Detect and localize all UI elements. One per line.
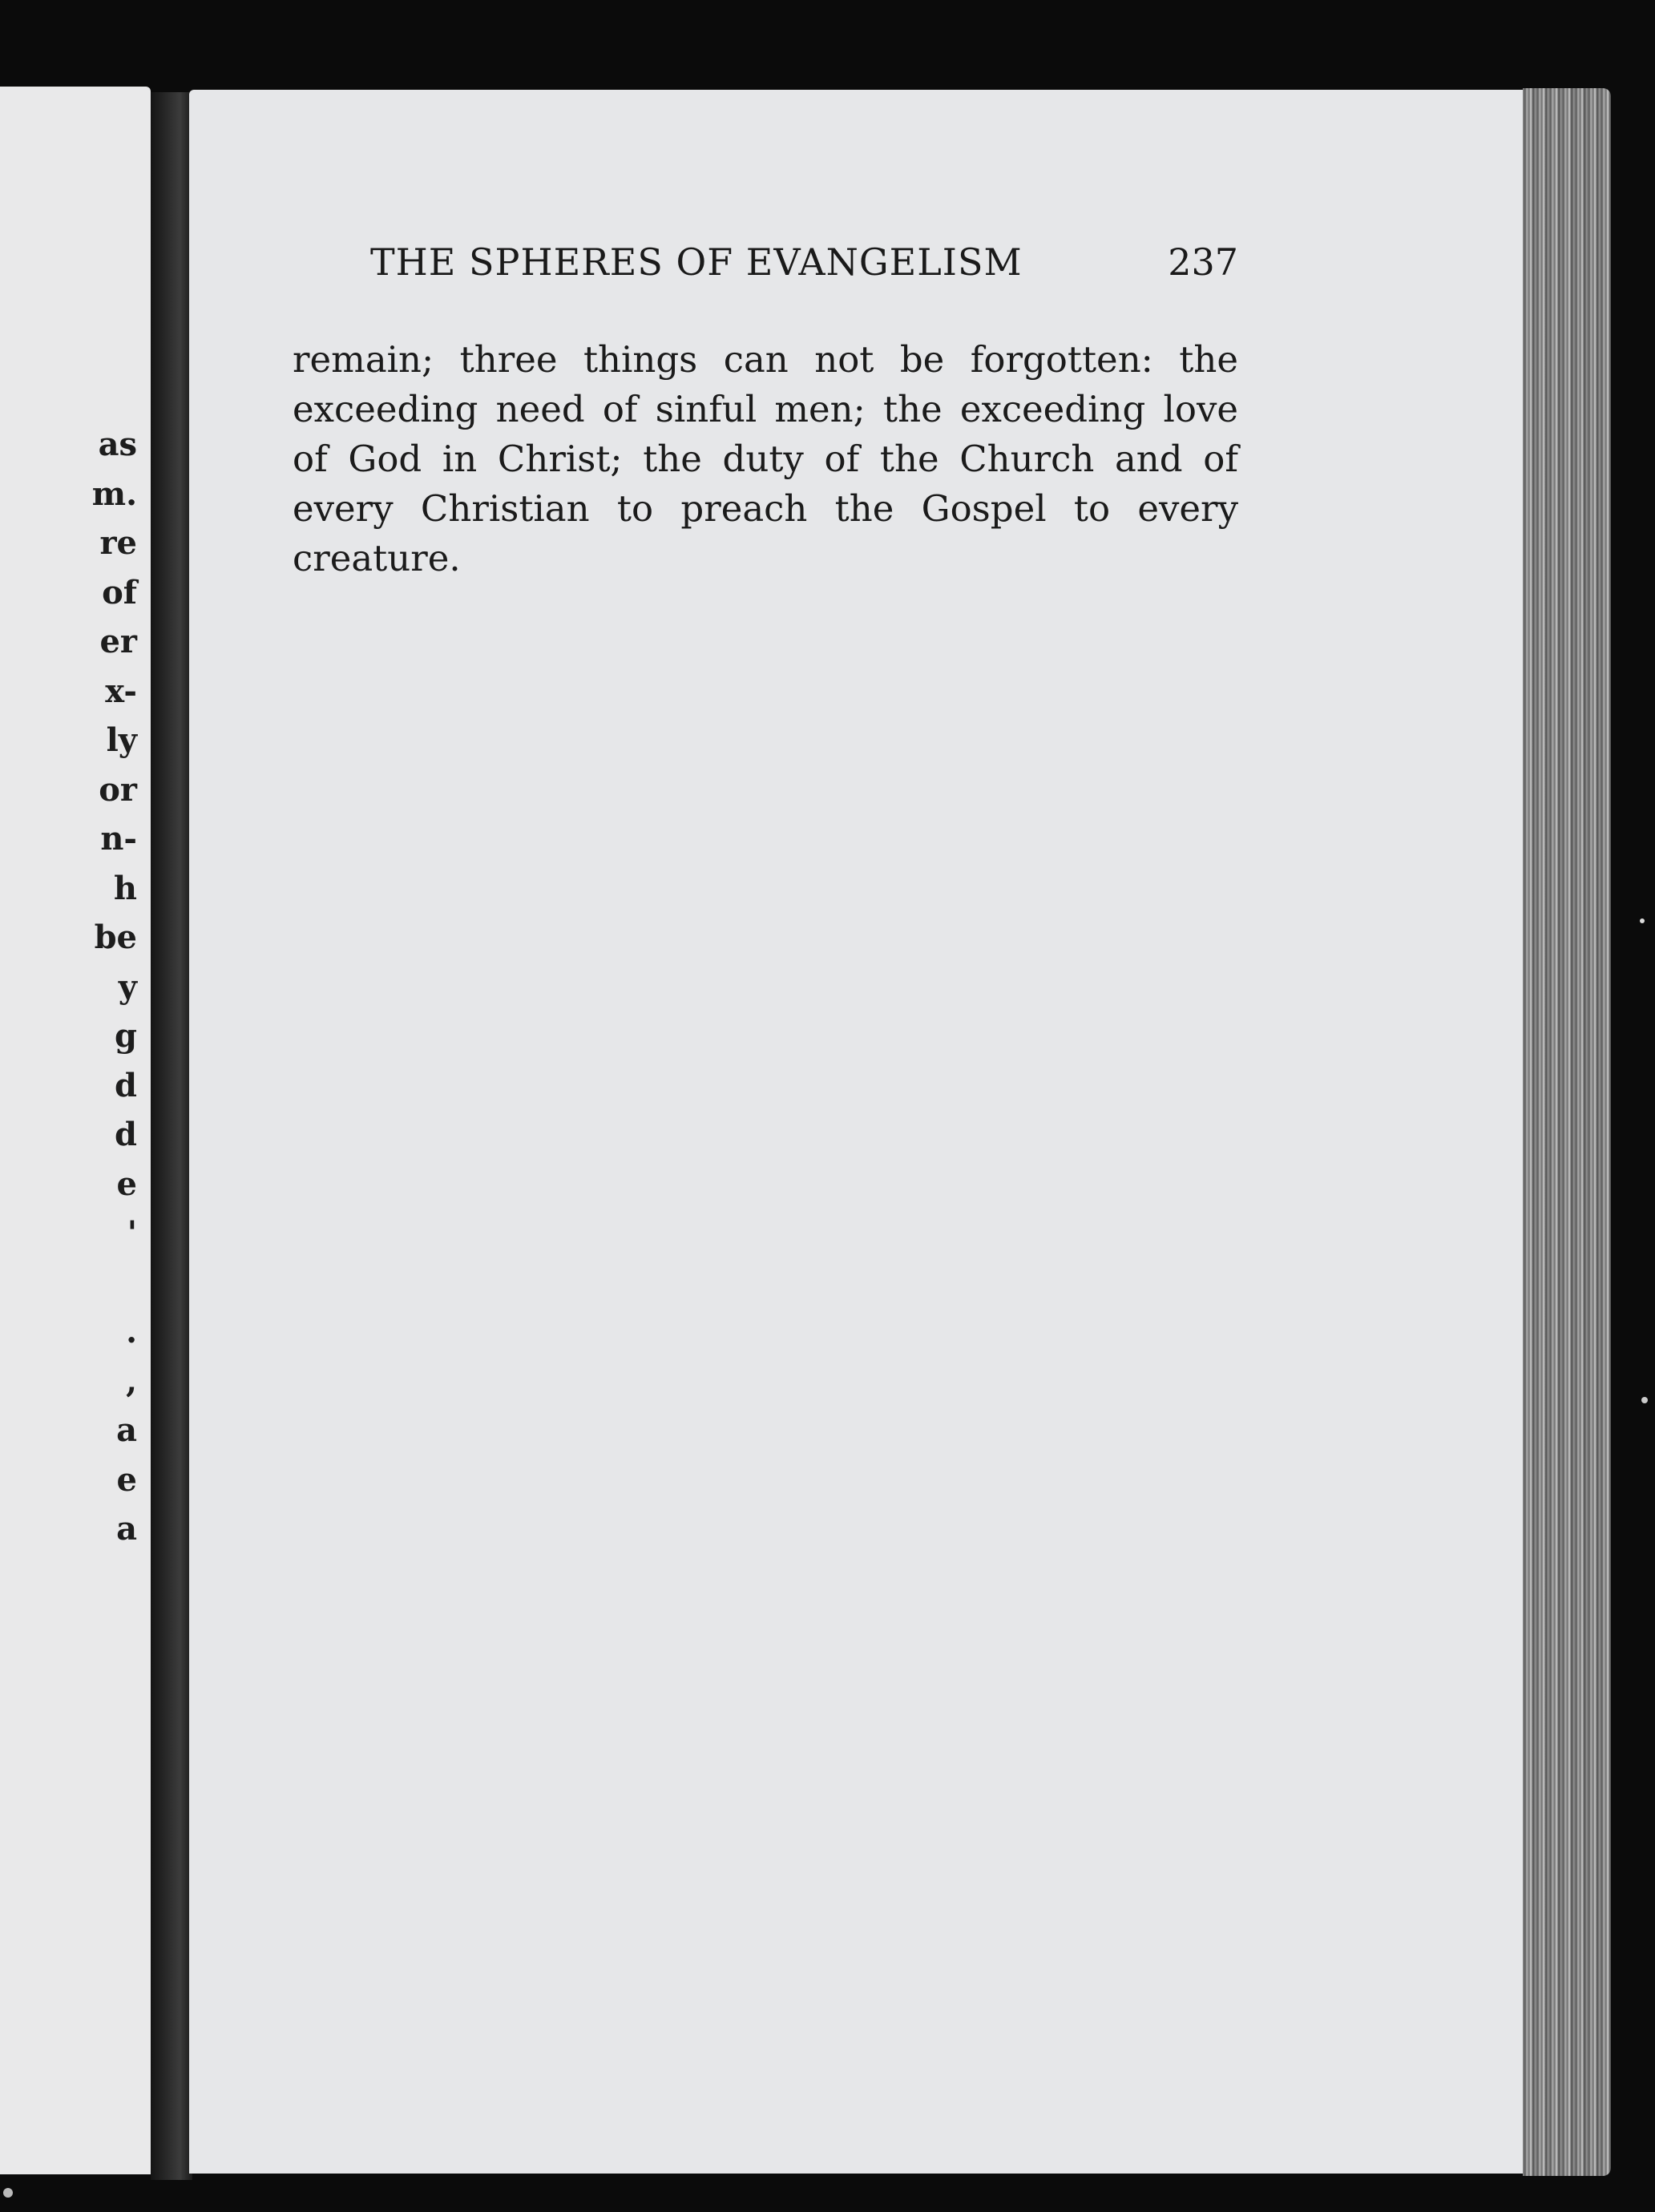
left-facing-page — [0, 87, 151, 2174]
left-line-fragment: y — [118, 967, 137, 1006]
left-line-fragment — [0, 1258, 148, 1308]
left-line-fragment: , — [126, 1362, 137, 1400]
left-line-fragment: . — [126, 1313, 137, 1350]
left-line-fragment: m. — [91, 474, 137, 513]
left-page-text-fragments — [0, 420, 148, 1554]
left-line-fragment: d — [115, 1116, 137, 1153]
left-line-fragment: ' — [127, 1214, 137, 1252]
left-line-fragment: a — [116, 1411, 137, 1449]
left-line-fragment: be — [94, 918, 137, 956]
running-head — [370, 240, 1238, 297]
left-line-fragment: as — [98, 426, 137, 463]
text-line: exceeding need of sinful men; the exceeding love — [293, 388, 1238, 430]
left-line-fragment: a — [116, 1510, 137, 1548]
scan-speck — [1641, 1397, 1648, 1403]
page-edges — [1523, 88, 1611, 2176]
left-line-fragment: n- — [100, 820, 137, 858]
text-line: every Christian to preach the Gospel to every — [293, 487, 1238, 530]
running-title: THE SPHERES OF EVANGELISM — [370, 240, 1023, 284]
left-line-fragment: or — [99, 770, 137, 809]
scan-speck — [3, 2188, 13, 2198]
text-line: of God in Christ; the duty of the Church and of — [293, 438, 1238, 480]
left-line-fragment: x- — [105, 672, 137, 710]
body-text — [293, 335, 1238, 583]
page-number: 237 — [1168, 240, 1238, 284]
left-line-fragment: re — [99, 524, 137, 562]
left-line-fragment: d — [115, 1066, 137, 1104]
left-line-fragment: e — [116, 1165, 137, 1203]
left-line-fragment: h — [113, 869, 137, 907]
left-line-fragment: ly — [106, 721, 137, 759]
left-line-fragment: er — [99, 623, 137, 660]
left-line-fragment: g — [115, 1017, 137, 1055]
text-line: creature. — [293, 537, 461, 579]
left-line-fragment: e — [116, 1460, 137, 1499]
book-gutter — [151, 92, 192, 2180]
text-line: remain; three things can not be forgotten: the — [293, 338, 1238, 381]
left-line-fragment: of — [102, 573, 137, 612]
scan-speck — [1640, 918, 1645, 923]
